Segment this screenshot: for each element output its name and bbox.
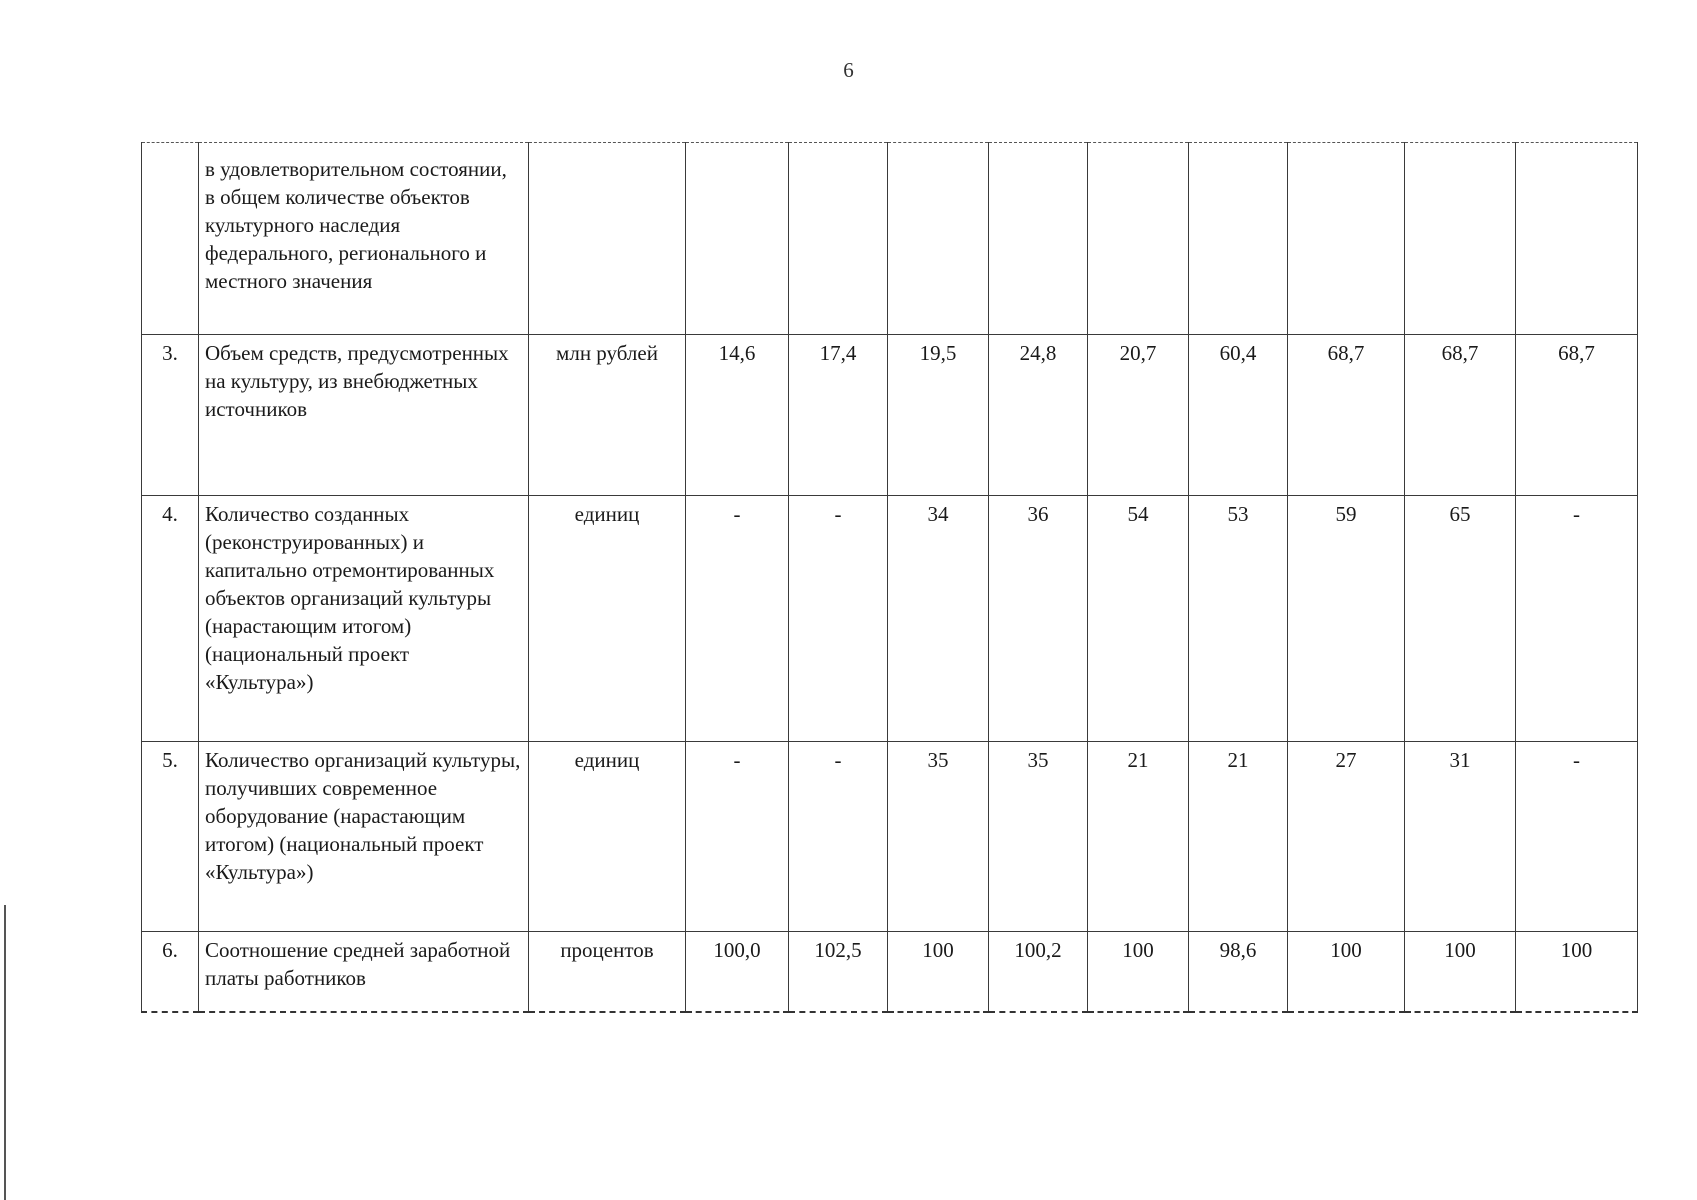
value-cell: 21 [1189,742,1288,932]
value-cell: 68,7 [1288,335,1405,496]
page-number: 6 [843,58,854,82]
value-cell [989,143,1088,335]
row-number-cell: 6. [142,932,199,1012]
value-cell: - [1516,742,1638,932]
value-cell: 24,8 [989,335,1088,496]
value-cell: 100 [888,932,989,1012]
scan-margin-line [4,905,6,1200]
indicator-name-cell: Объем средств, предусмотренных на культуру, из внебюджетных источников [199,335,529,496]
row-number-cell: 3. [142,335,199,496]
value-cell: 31 [1405,742,1516,932]
table-row [142,742,1638,932]
value-cell: 34 [888,496,989,742]
value-cell [1189,143,1288,335]
value-cell: 53 [1189,496,1288,742]
indicator-name-cell: в удовлетворительном состоянии, в общем количестве объектов культурного наследия федерального, регионального и местного значения [199,143,529,335]
value-cell: - [686,742,789,932]
value-cell: 100 [1288,932,1405,1012]
value-cell: 19,5 [888,335,989,496]
value-cell: 100 [1088,932,1189,1012]
value-cell: - [789,496,888,742]
indicator-name-cell: Количество организаций культуры, получивших современное оборудование (нарастающим итогом) (национальный проект «Культура») [199,742,529,932]
value-cell: 102,5 [789,932,888,1012]
row-number-cell: 4. [142,496,199,742]
value-cell [686,143,789,335]
unit-cell: единиц [529,742,686,932]
value-cell: 65 [1405,496,1516,742]
value-cell: 54 [1088,496,1189,742]
value-cell: 21 [1088,742,1189,932]
value-cell [1288,143,1405,335]
value-cell: 98,6 [1189,932,1288,1012]
value-cell: 35 [888,742,989,932]
indicator-name-cell: Соотношение средней заработной платы работников [199,932,529,1012]
unit-cell [529,143,686,335]
value-cell: 68,7 [1516,335,1638,496]
indicator-name-cell: Количество созданных (реконструированных) и капитально отремонтированных объектов организаций культуры (нарастающим итогом) (национальный проект «Культура») [199,496,529,742]
value-cell: 35 [989,742,1088,932]
value-cell [1516,143,1638,335]
value-cell: 17,4 [789,335,888,496]
table-row [142,143,1638,335]
value-cell: - [1516,496,1638,742]
value-cell: 100 [1405,932,1516,1012]
unit-cell: млн рублей [529,335,686,496]
value-cell: 36 [989,496,1088,742]
row-number-cell: 5. [142,742,199,932]
row-number-cell [142,143,199,335]
unit-cell: процентов [529,932,686,1012]
value-cell: 59 [1288,496,1405,742]
value-cell: 100 [1516,932,1638,1012]
value-cell: 27 [1288,742,1405,932]
value-cell: - [686,496,789,742]
value-cell [1405,143,1516,335]
value-cell: 60,4 [1189,335,1288,496]
table-row [142,496,1638,742]
value-cell [1088,143,1189,335]
value-cell [789,143,888,335]
value-cell: 20,7 [1088,335,1189,496]
value-cell: 68,7 [1405,335,1516,496]
table-row [142,932,1638,1012]
value-cell: 14,6 [686,335,789,496]
value-cell [888,143,989,335]
value-cell: - [789,742,888,932]
indicators-table [141,142,1638,1013]
table-row [142,335,1638,496]
value-cell: 100,2 [989,932,1088,1012]
unit-cell: единиц [529,496,686,742]
value-cell: 100,0 [686,932,789,1012]
